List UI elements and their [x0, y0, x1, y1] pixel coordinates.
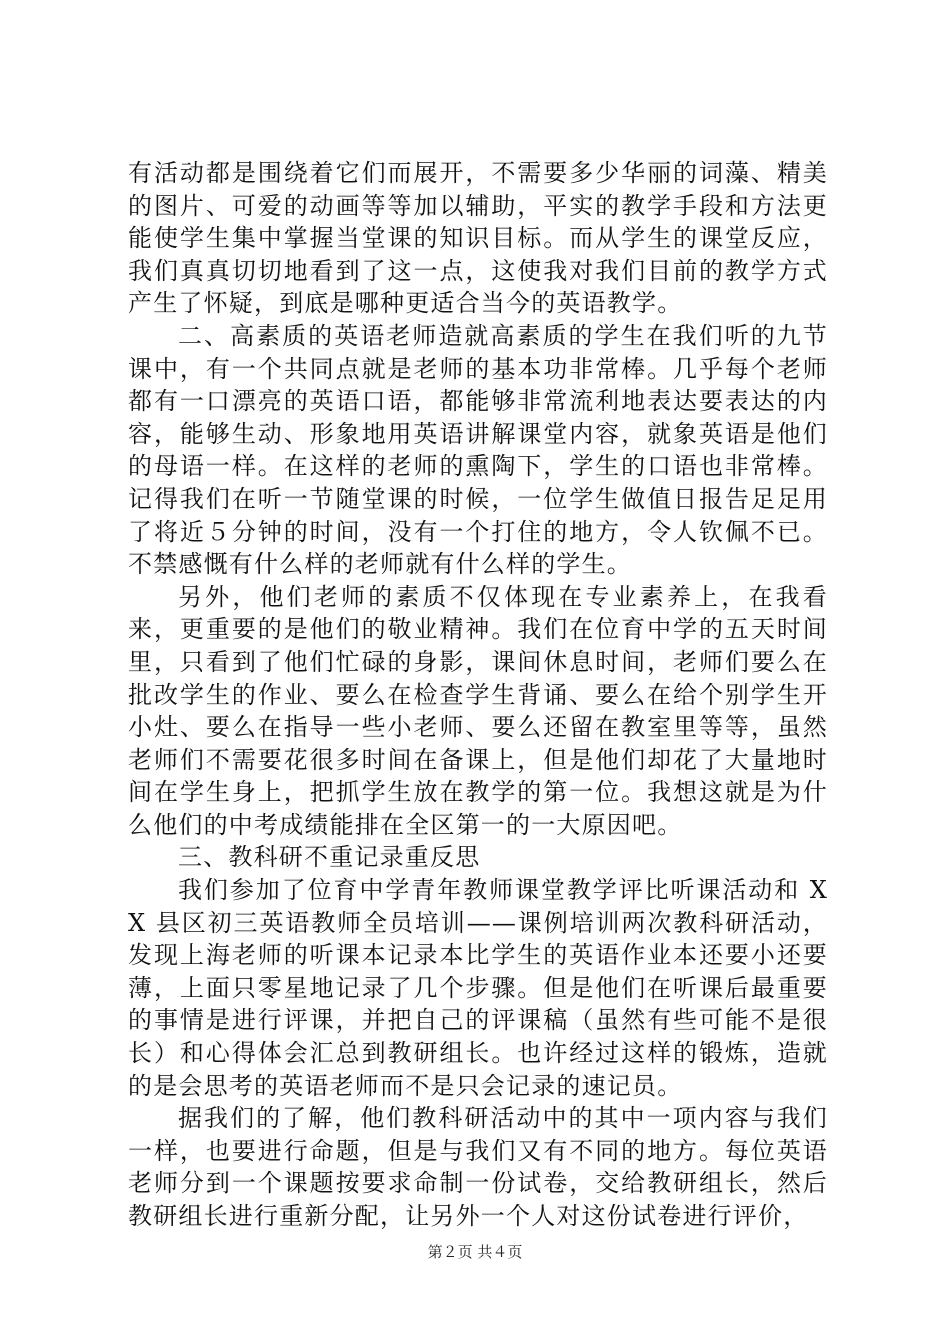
paragraph-continuation: 有活动都是围绕着它们而展开，不需要多少华丽的词藻、精美的图片、可爱的动画等等加以辅助，平实的教学手段和方法更能使学生集中掌握当堂课的知识目标。而从学生的课堂反应，我们真真切切地看到了这一点，这使我对我们目前的教学方式产生了怀疑，到底是哪种更适合当今的英语教学。 [128, 159, 828, 318]
paragraph-section-two: 二、高素质的英语老师造就高素质的学生在我们听的九节课中，有一个共同点就是老师的基本功非常棒。几乎每个老师都有一口漂亮的英语口语，都能够非常流利地表达要表达的内容，能够生动、形象地用英语讲解课堂内容，就象英语是他们的母语一样。在这样的老师的熏陶下，学生的口语也非常棒。记得我们在听一节随堂课的时候，一位学生做值日报告足足用了将近５分钟的时间，没有一个打住的地方，令人钦佩不已。不禁感慨有什么样的老师就有什么样的学生。 [128, 321, 828, 579]
paragraph-teacher-dedication: 另外，他们老师的素质不仅体现在专业素养上，在我看来，更重要的是他们的敬业精神。我们在位育中学的五天时间里，只看到了他们忙碌的身影，课间休息时间，老师们要么在批改学生的作业、要么在检查学生背诵、要么在给个别学生开小灶、要么在指导一些小老师、要么还留在教室里等等，虽然老师们不需要花很多时间在备课上，但是他们却花了大量地时间在学生身上，把抓学生放在教学的第一位。我想这就是为什么他们的中考成绩能排在全区第一的一大原因吧。 [128, 582, 828, 839]
paragraph-test-design: 据我们的了解，他们教科研活动中的其中一项内容与我们一样，也要进行命题，但是与我们又有不同的地方。每位英语老师分到一个课题按要求命制一份试卷，交给教研组长，然后教研组长进行重新分配，让另外一个人对这份试卷进行评价， [128, 1104, 828, 1230]
paragraph-research-activities: 我们参加了位育中学青年教师课堂教学评比听课活动和 XX 县区初三英语教师全员培训——课例培训两次教科研活动，发现上海老师的听课本记录本比学生的英语作业本还要小还要薄，上面只零星地记录了几个步骤。但是他们在听课后最重要的事情是进行评课，并把自己的评课稿（虽然有些可能不是很长）和心得体会汇总到教研组长。也许经过这样的锻炼，造就的是会思考的英语老师而不是只会记录的速记员。 [128, 876, 828, 1100]
section-heading-three: 三、教科研不重记录重反思 [178, 843, 481, 872]
document-body [128, 157, 828, 1233]
page-footer: 第２页 共４页 [427, 1243, 523, 1261]
